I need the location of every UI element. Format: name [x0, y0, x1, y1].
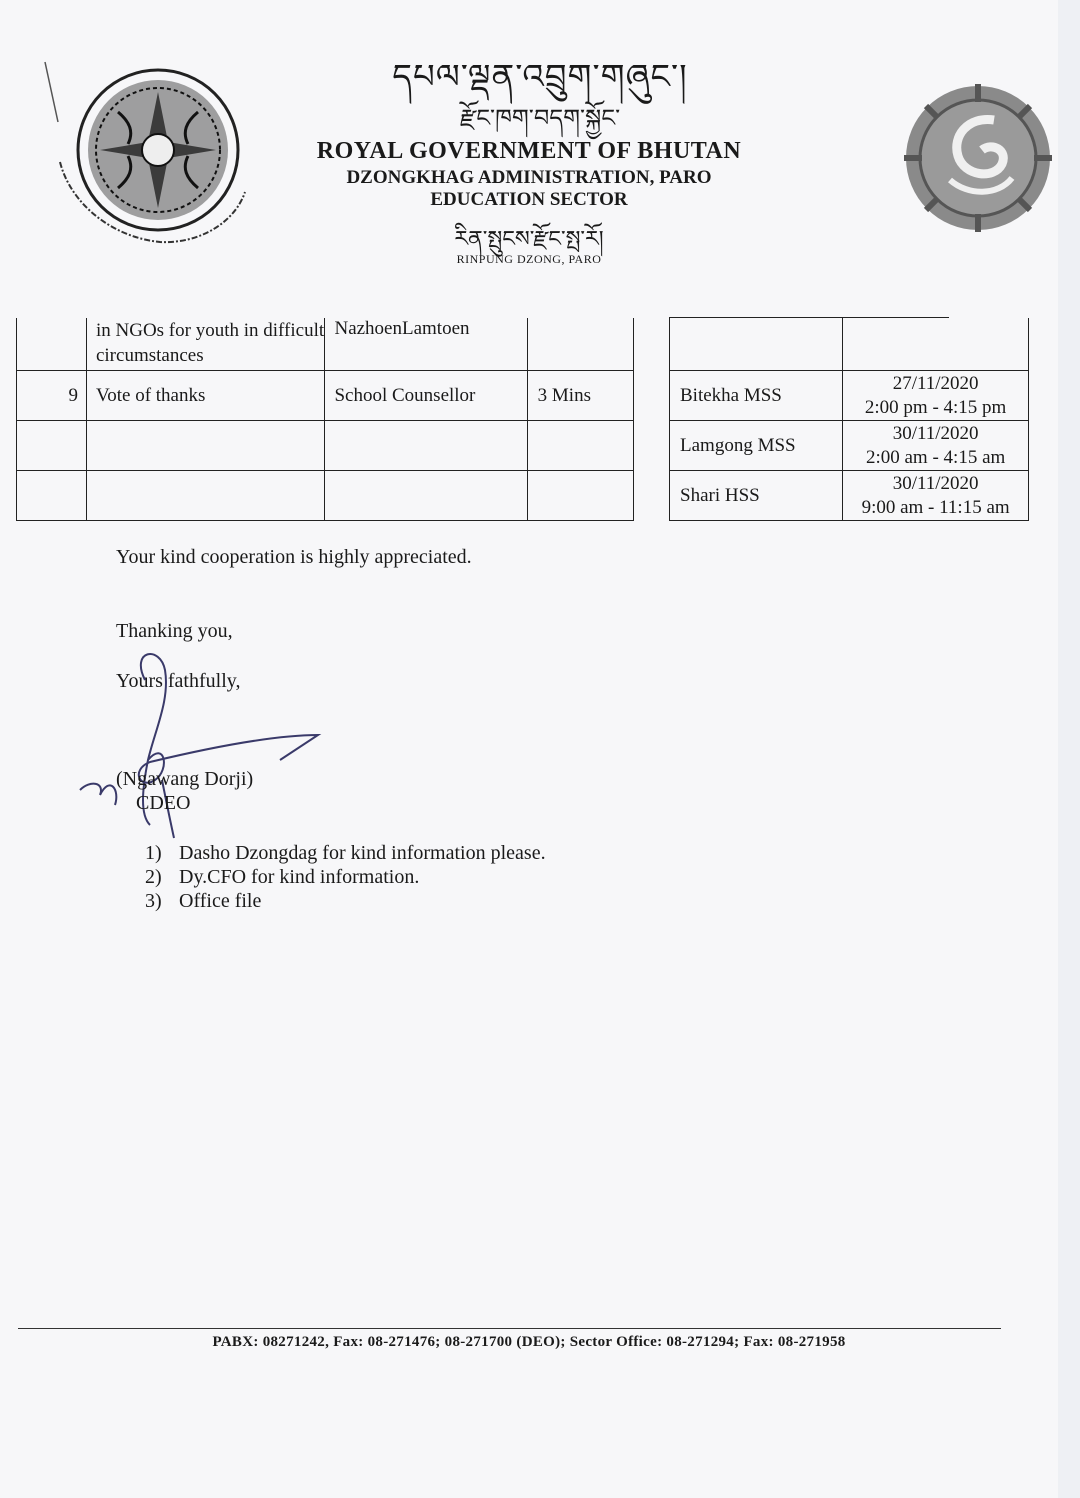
signature-icon: [70, 640, 330, 840]
table-cell-item: [86, 421, 325, 471]
table-cell-by: NazhoenLamtoen: [325, 318, 527, 371]
signatory-title: CDEO: [136, 792, 191, 814]
table-cell-school: [670, 318, 843, 371]
footer-contact: PABX: 08271242, Fax: 08-271476; 08-271700 (DEO); Sector Office: 08-271294; Fax: 08-271958: [212, 1334, 846, 1350]
copy-text: Dy.CFO for kind information.: [179, 866, 420, 888]
table-cell-datetime: [843, 421, 1029, 471]
dzongkha-government-title: དཔལ་ལྡན་འབྲུག་གཞུང་།: [392, 57, 688, 97]
table-row: [17, 318, 634, 371]
signatory-name: (Ngawang Dorji): [116, 768, 254, 790]
table-cell-item: Vote of thanks: [86, 371, 325, 421]
schedule-table: [669, 318, 1029, 521]
copy-item: [145, 890, 261, 913]
dzongkha-administration-title: རྫོང་ཁག་བདག་སྐྱོང་: [459, 104, 621, 132]
copy-text: Dasho Dzongdag for kind information please.: [179, 842, 546, 864]
table-cell-no: [17, 318, 87, 371]
table-cell-time: 9:00 am - 11:15 am: [861, 496, 1010, 518]
table-row: [670, 471, 1029, 521]
table-cell-by: [325, 471, 527, 521]
cooperation-text: Your kind cooperation is highly appreciated.: [116, 546, 472, 568]
government-title: ROYAL GOVERNMENT OF BHUTAN: [316, 138, 742, 164]
table-cell-time: 2:00 pm - 4:15 pm: [864, 396, 1007, 418]
table-cell-school: Bitekha MSS: [670, 371, 843, 421]
table-cell-time: [527, 421, 633, 471]
table-cell-datetime: [843, 371, 1029, 421]
table-cell-time: [527, 471, 633, 521]
table-cell-no: [17, 471, 87, 521]
administration-title: DZONGKHAG ADMINISTRATION, PARO: [346, 167, 712, 188]
footer-divider: [18, 1328, 1001, 1329]
location: RINPUNG DZONG, PARO: [456, 252, 602, 266]
copy-item: [145, 842, 546, 865]
table-row: [670, 421, 1029, 471]
table-cell-date: 30/11/2020: [892, 422, 979, 444]
closing-text: Yours fathfully,: [116, 670, 241, 692]
table-cell-school: Shari HSS: [670, 471, 843, 521]
table-cell-time: [527, 318, 633, 371]
table-row: [17, 421, 634, 471]
table-cell-item: in NGOs for youth in difficult circumstances: [86, 318, 325, 371]
copy-number: 1): [145, 842, 162, 864]
table-cell-date: 30/11/2020: [892, 472, 979, 494]
sector-title: EDUCATION SECTOR: [430, 189, 628, 210]
table-cell-by: School Counsellor: [325, 371, 527, 421]
table-cell-item: [86, 471, 325, 521]
table-cell-date: 27/11/2020: [892, 372, 979, 394]
copy-item: [145, 866, 419, 889]
table-row: [17, 471, 634, 521]
dzongkha-location: རིན་སྤུངས་རྫོང་སྤ་རོ།: [454, 227, 604, 252]
thanking-text: Thanking you,: [116, 620, 233, 642]
page-edge: [1058, 0, 1080, 1498]
table-cell-datetime: [843, 471, 1029, 521]
table-row: [17, 371, 634, 421]
copy-number: 2): [145, 866, 162, 888]
table-cell-no: 9: [17, 371, 87, 421]
table-cell-time: 2:00 am - 4:15 am: [865, 446, 1006, 468]
table-cell-datetime: [843, 318, 1029, 371]
table-row: [670, 371, 1029, 421]
copy-text: Office file: [179, 890, 262, 912]
table-cell-time: 3 Mins: [527, 371, 633, 421]
table-cell-no: [17, 421, 87, 471]
table-cell-by: [325, 421, 527, 471]
table-row: [670, 318, 1029, 371]
table-cell-school: Lamgong MSS: [670, 421, 843, 471]
program-table: [16, 318, 634, 521]
copy-number: 3): [145, 890, 162, 912]
